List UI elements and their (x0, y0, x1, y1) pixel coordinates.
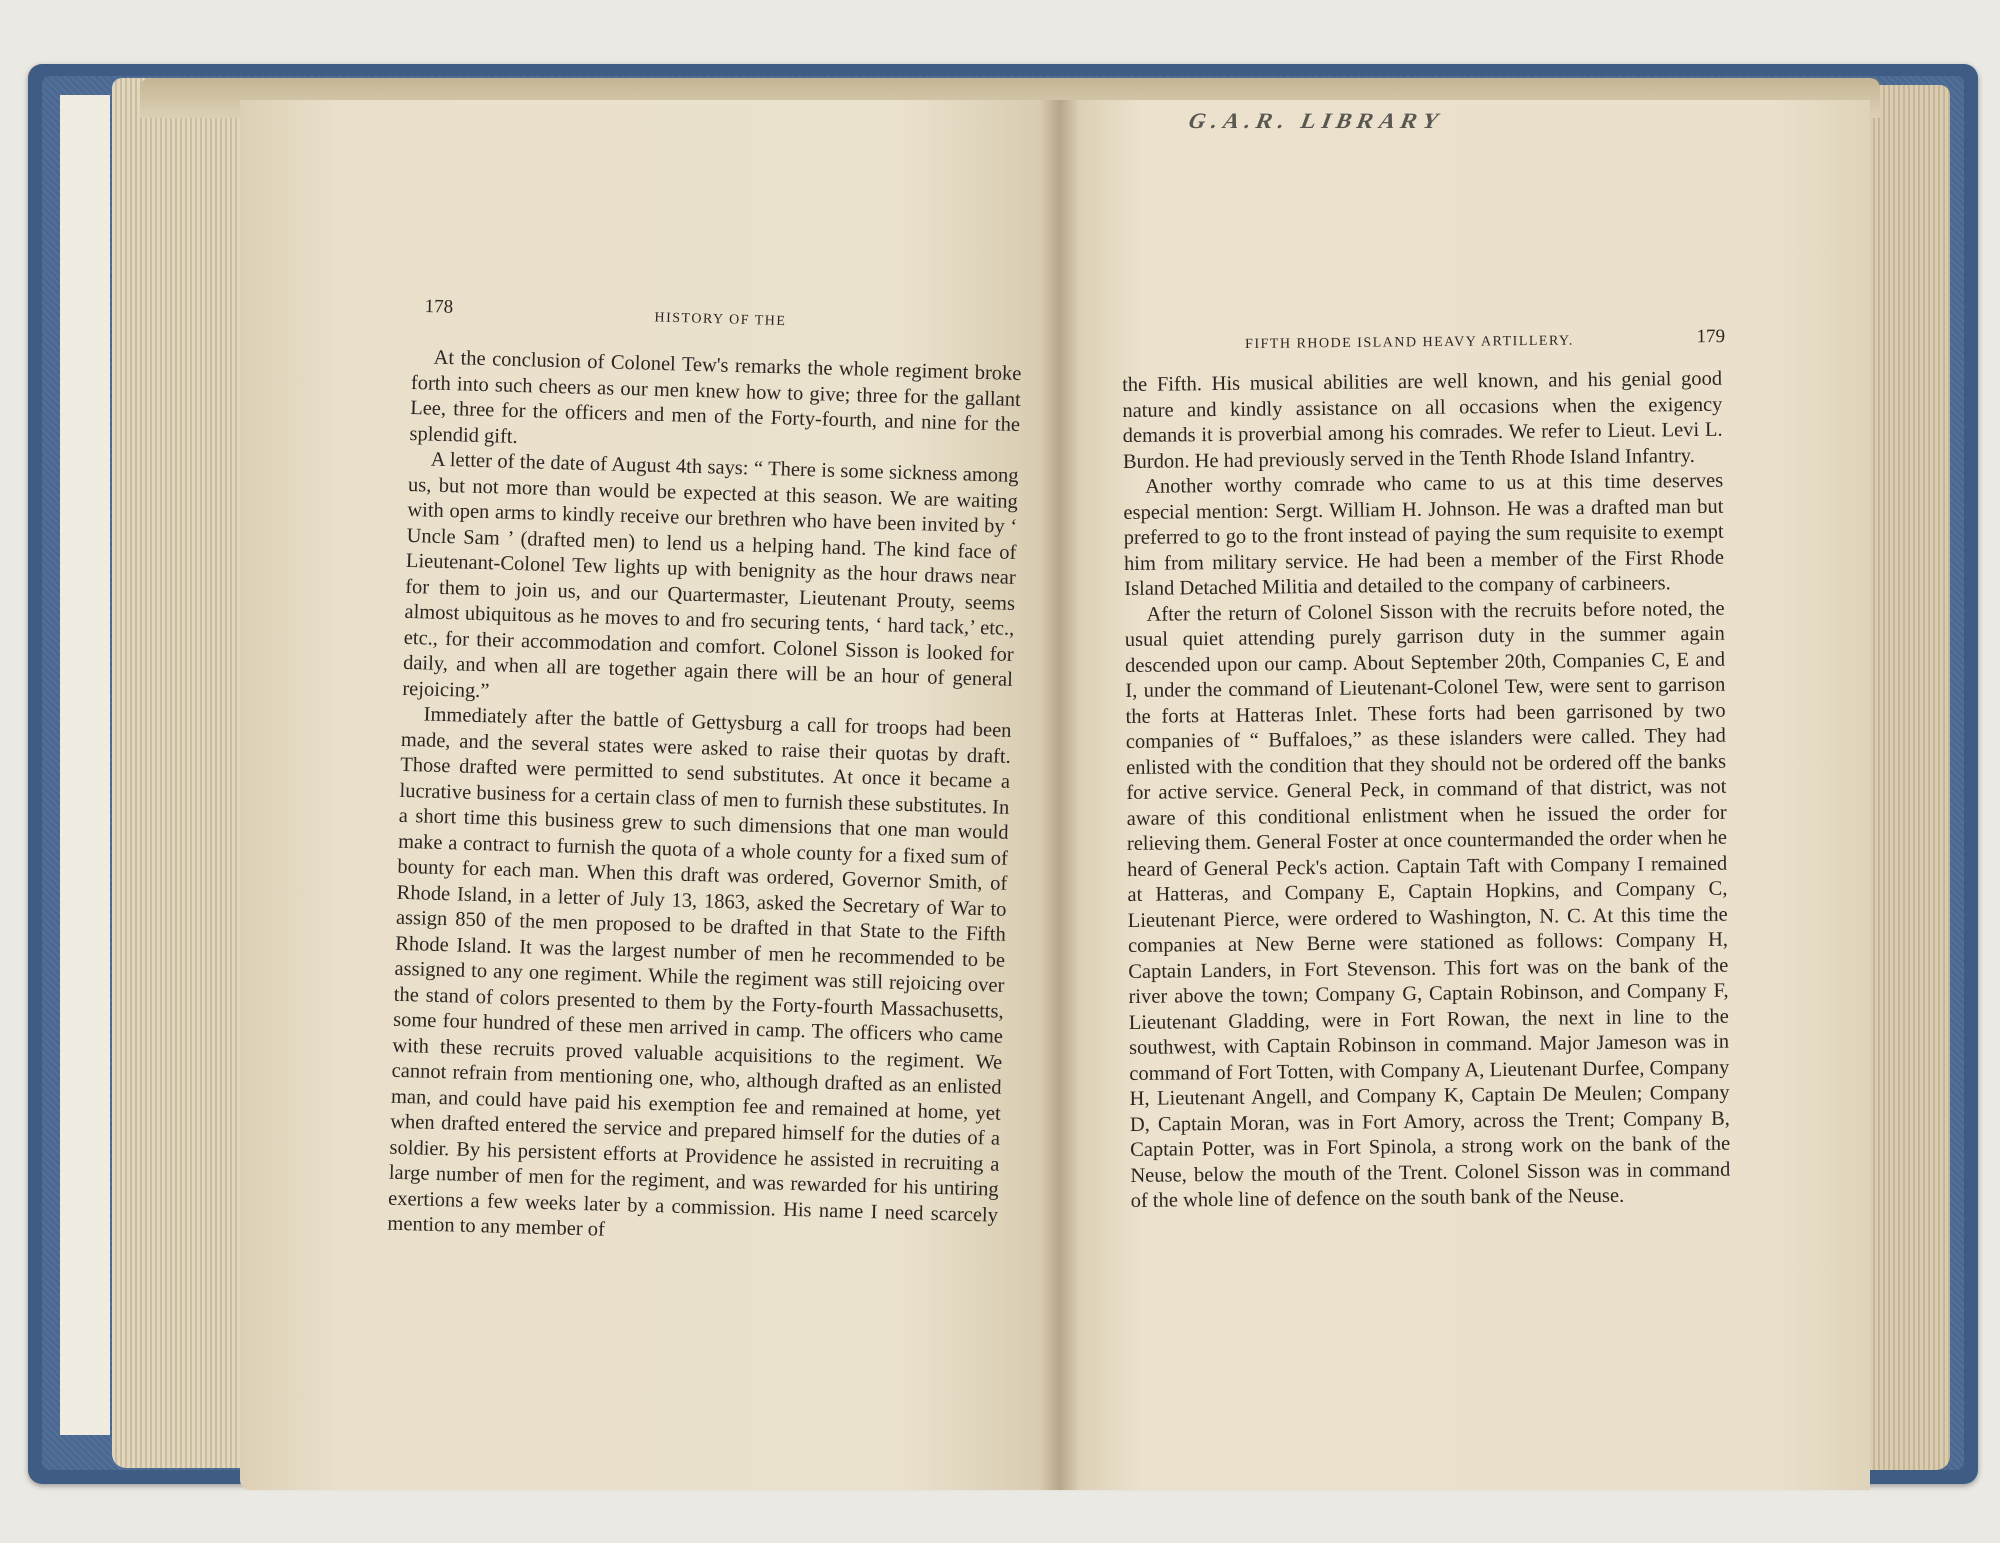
endpaper (60, 95, 110, 1435)
spine-stamp: G.A.R. LIBRARY (1184, 108, 1450, 133)
left-running-head: HISTORY OF THE (654, 310, 787, 330)
right-paragraph: Another worthy comrade who came to us at this time deserves especial mention: Sergt. William H. Johnson. He was a drafted man but preferred to go to the front instead of paying the sum requisite to exempt him from military service. He had been a member of the First Rhode Island Detached Militia and detailed to the company of carbineers. (1123, 469, 1725, 600)
right-page-number: 179 (1696, 325, 1726, 348)
left-page-number: 178 (424, 296, 454, 318)
left-paragraph: At the conclusion of Colonel Tew's remarks the whole regiment broke forth into such cheers as our men knew how to give; three for the gallant Lee, three for the officers and men of the Forty-fourth, and nine for the splendid gift. (409, 346, 1022, 448)
left-paragraph: Immediately after the battle of Gettysburg a call for troops had been made, and the several states were asked to raise their quotas by draft. Those drafted were permitted to send substitutes. At once it became a lucrative business for a certain class of men to furnish these substitutes. In a short time this business grew to such dimensions that one man would make a contract to furnish the quota of a whole county for a fixed sum of bounty for each man. When this draft was ordered, Governor Smith, of Rhode Island, in a letter of July 13, 1863, asked the Secretary of War to assign 850 of the men proposed to be drafted in that State to the Fifth Rhode Island. It was the largest number of men he recommended to be assigned to any one regiment. While the regiment was still rejoicing over the stand of colors presented to them by the Forty-fourth Massachusetts, some four hundred of these men arrived in camp. The officers who came with these recruits proved valuable acquisitions to the regiment. We cannot refrain from mentioning one, who, although drafted as an enlisted man, and could have paid his exemption fee and remained at home, yet when drafted entered the service and prepared himself for the duties of a soldier. By his persistent efforts at Providence he assisted in recruiting a large number of men for the regiment, and was rewarded for his untiring exertions a few weeks later by a commission. His name I need scarcely mention to any member of (387, 703, 1012, 1241)
left-paragraph: A letter of the date of August 4th says: “ There is some sickness among us, but not more than would be expected at this season. We are waiting with open arms to kindly receive our brethren who have been invited by ‘ Uncle Sam ’ (drafted men) to lend us a helping hand. The kind face of Lieutenant-Colonel Tew lights up with benignity as the hour draws near for them to join us, and our Quartermaster, Lieutenant Prouty, seems almost ubiquitous as he moves to and fro securing tents, ‘ hard tack,’ etc., etc., for their accommodation and comfort. Colonel Sisson is looked for daily, and when all are together again there will be an hour of general rejoicing.” (402, 448, 1019, 702)
right-page-body (1122, 367, 1731, 1215)
right-running-head: FIFTH RHODE ISLAND HEAVY ARTILLERY. (1245, 333, 1574, 352)
left-page-body (387, 345, 1022, 1254)
right-paragraph: After the return of Colonel Sisson with the recruits before noted, the usual quiet attending purely garrison duty in the summer again descended upon our camp. About September 20th, Companies C, E and I, under the command of Lieutenant-Colonel Tew, were sent to garrison the forts at Hatteras Inlet. These forts had been garrisoned by two companies of “ Buffaloes,” as these islanders were called. They had enlisted with the condition that they should not be ordered off the banks for active service. General Peck, in command of that district, was not aware of this conditional enlistment when he issued the order for relieving them. General Foster at once countermanded the order when he heard of General Peck's action. Captain Taft with Company I remained at Hatteras, and Company E, Captain Hopkins, and Company C, Lieutenant Pierce, were ordered to Washington, N. C. At this time the companies at New Berne were stationed as follows: Company H, Captain Landers, in Fort Stevenson. This fort was on the bank of the river above the town; Company G, Captain Robinson, and Company F, Lieutenant Gladding, were in Fort Rowan, the next in line to the southwest, with Captain Robinson in command. Major Jameson was in command of Fort Totten, with Company A, Lieutenant Durfee, Company H, Lieutenant Angell, and Company K, Captain De Meulen; Company D, Captain Moran, was in Fort Amory, across the Trent; Company B, Captain Potter, was in Fort Spinola, a strong work on the bank of the Neuse, below the mouth of the Trent. Colonel Sisson was in command of the whole line of defence on the south bank of the Neuse. (1124, 597, 1731, 1212)
book-gutter (1040, 100, 1080, 1490)
right-paragraph: the Fifth. His musical abilities are well known, and his genial good nature and kindly assistance on all occasions when the exigency demands it is proverbial among his comrades. We refer to Lieut. Levi L. Burdon. He had previously served in the Tenth Rhode Island Infantry. (1122, 367, 1723, 473)
